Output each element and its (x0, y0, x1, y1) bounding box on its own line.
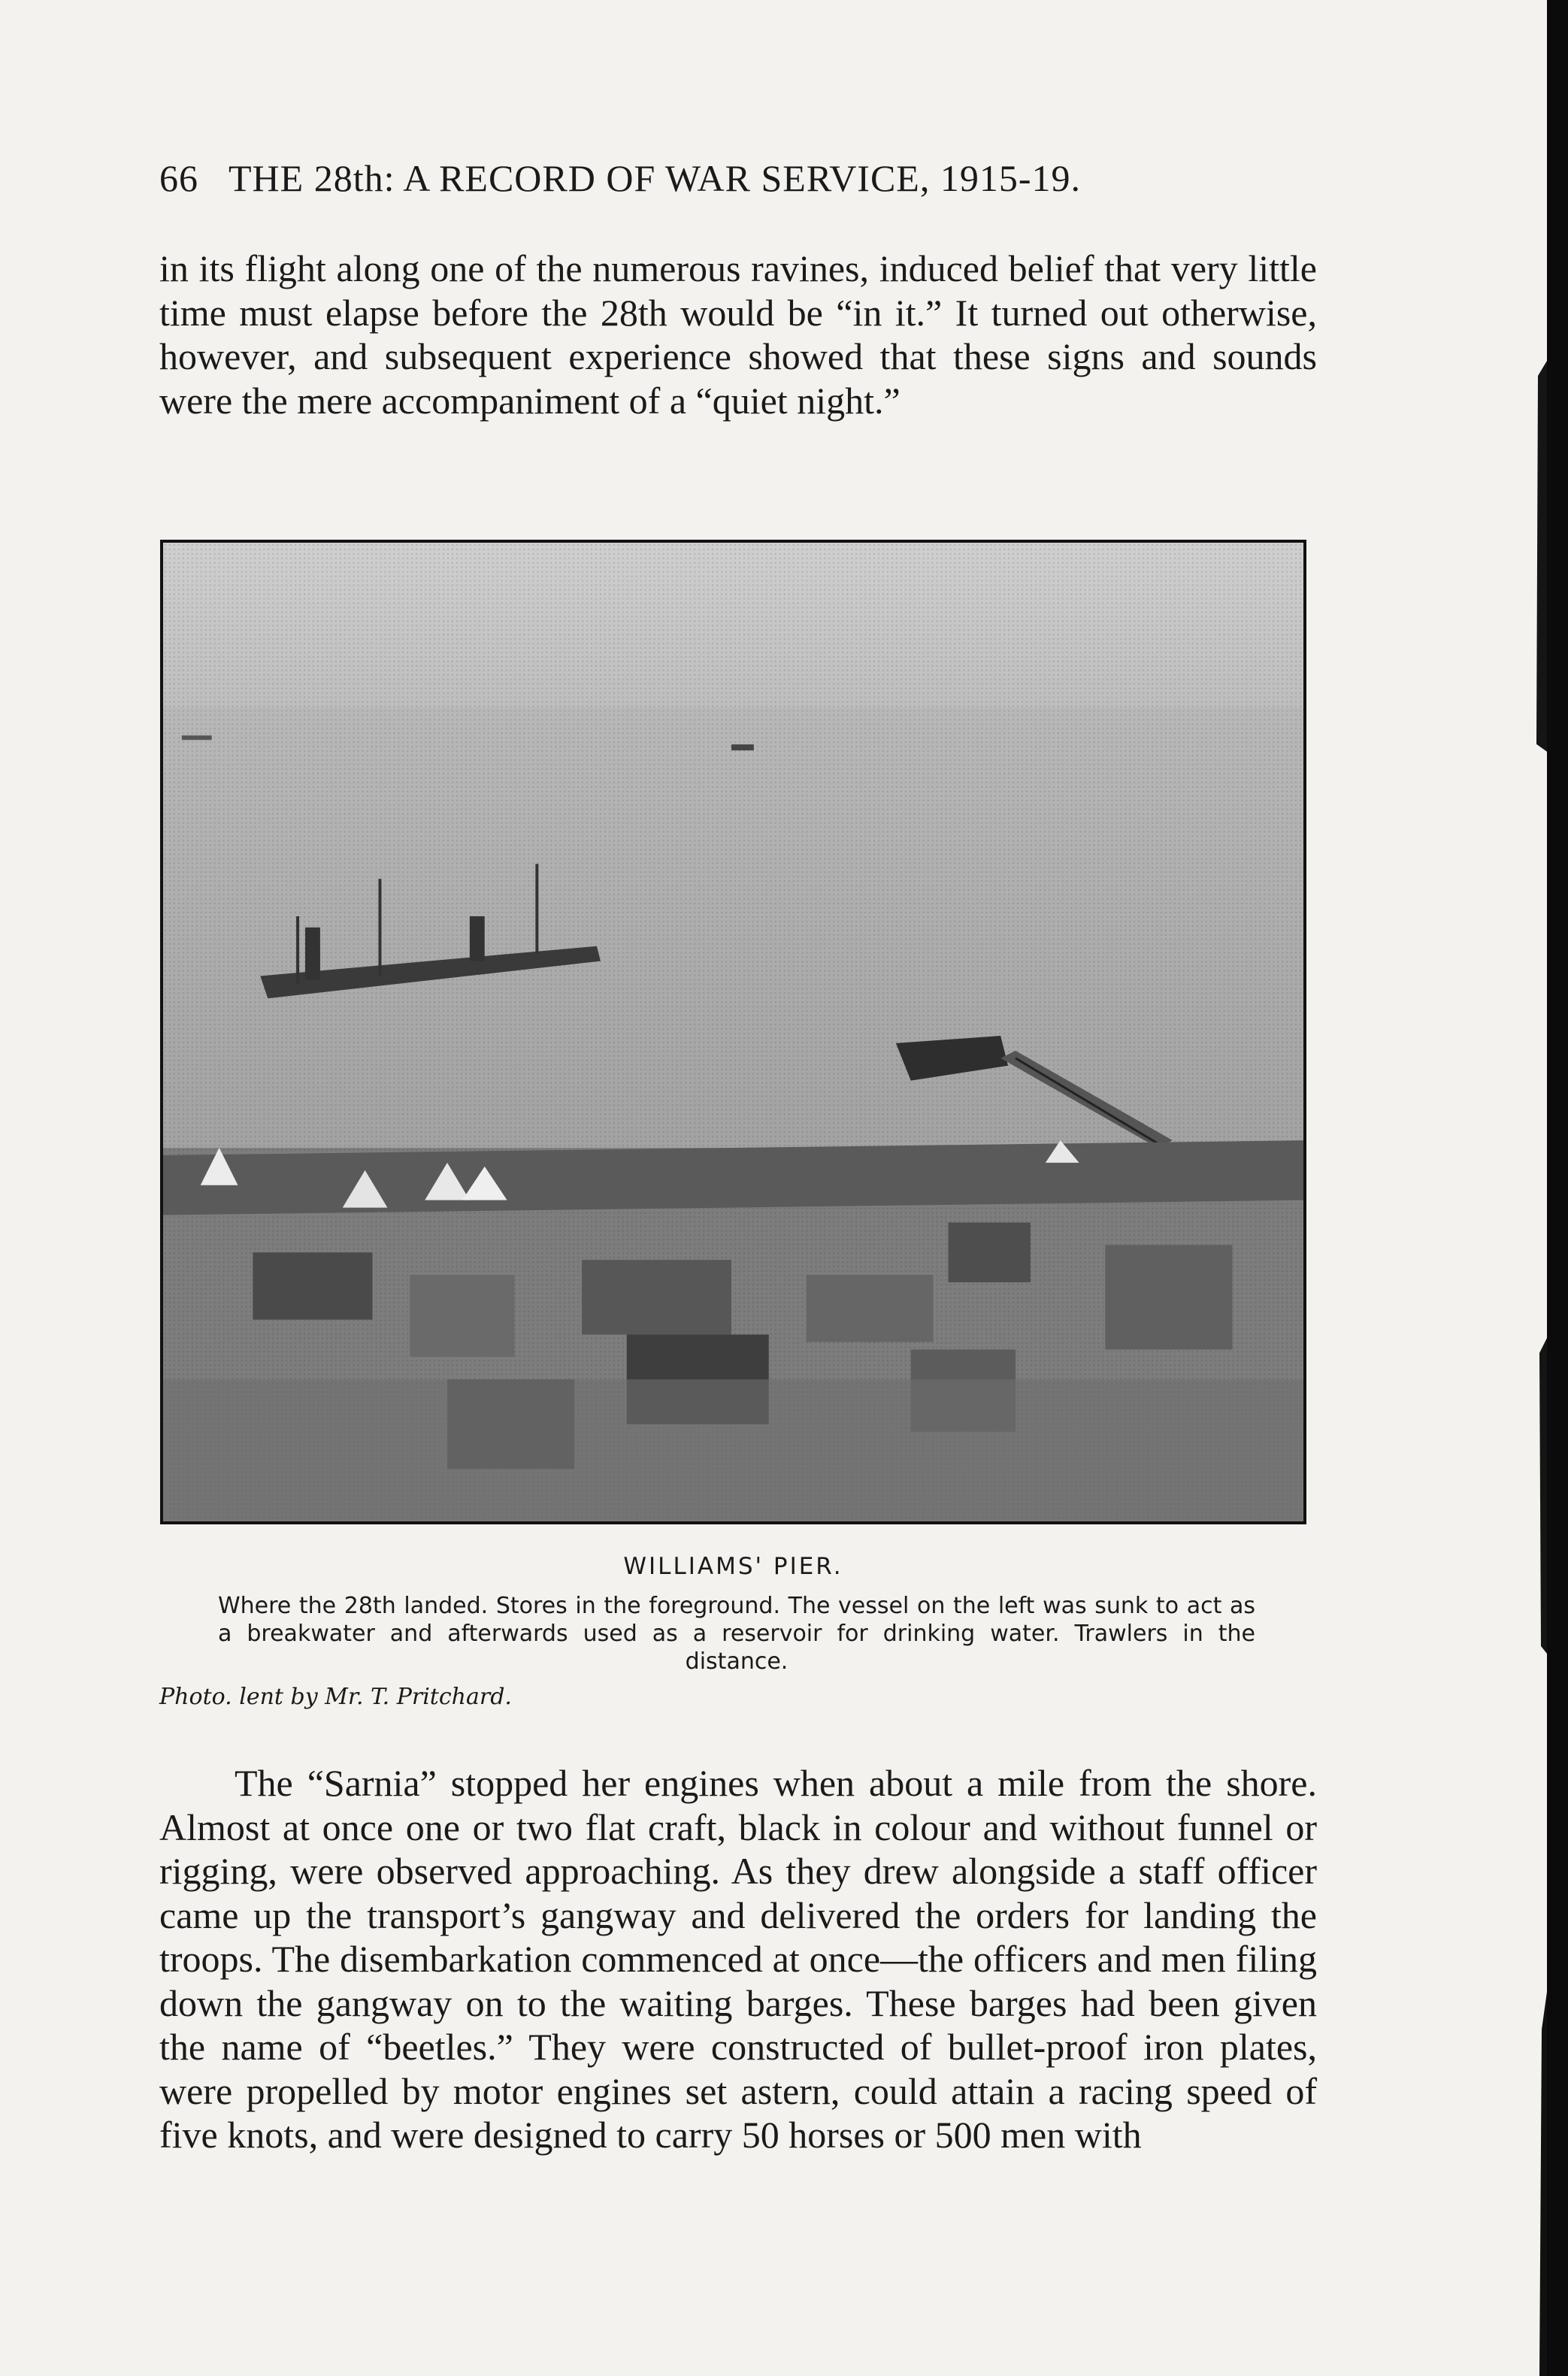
running-title: THE 28th: A RECORD OF WAR SERVICE, 1915-19. (229, 157, 1081, 199)
binding-edge-shadow (1500, 0, 1568, 2376)
running-header (159, 156, 1302, 200)
page-number: 66 (159, 157, 198, 199)
caption-title: WILLIAMS' PIER. (623, 1553, 843, 1580)
paragraph-1: in its flight along one of the numerous ravines, induced belief that very little time must elapse before the 28th would be “in it.” It turned out otherwise, however, and subsequent experience showed that these signs and sounds were the mere accompaniment of a “quiet night.” (159, 247, 1317, 422)
paragraph-2: The “Sarnia” stopped her engines when about a mile from the shore. Almost at once one or two flat craft, black in colour and without funnel or rigging, were observed approaching. As they drew alongside a staff officer came up the transport’s gangway and delivered the orders for landing the troops. The disembarkation commenced at once—the officers and men filing down the gangway on to the waiting barges. These barges had been given the name of “beetles.” They were constructed of bullet-proof iron plates, were propelled by motor engines set astern, could attain a racing speed of five knots, and were designed to carry 50 horses or 500 men with (159, 1762, 1317, 2156)
photograph-williams-pier (160, 540, 1306, 1524)
photo-credit: Photo. lent by Mr. T. Pritchard. (159, 1684, 512, 1710)
caption-text: Where the 28th landed. Stores in the foreground. The vessel on the left was sunk to act as a breakwater and afterwards used as a reservoir for drinking water. Trawlers in the distance. (218, 1593, 1255, 1675)
pier-photo-illustration (163, 543, 1303, 1521)
